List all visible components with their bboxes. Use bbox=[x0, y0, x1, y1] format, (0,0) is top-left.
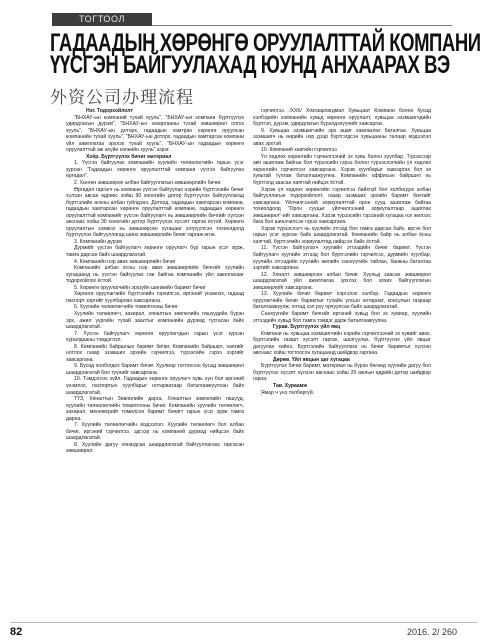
paragraph: Санхүүгийн баримт бичгийг иргэний хувьд бол эх хувиар, хуулийн этгээдийн хувьд бол тамга тэмдэг дарж баталгаажуулна. bbox=[253, 310, 431, 324]
paragraph: 5. Хөрөнгө оруулагчийн эрхзүйн шинжийн баримт бичиг bbox=[74, 284, 206, 291]
paragraph: Хэрэв түрээслэгч нь хуулийн этгээд бол тамга дарсан байх, иргэн бол гарын үсэг зурсан байх шаардлагатай. Компанийн байр нь албан ёсны хаягтай, бүртгэлийн зориулалтад нийцсэн байх ёстой. bbox=[253, 225, 431, 245]
paragraph: Хэрэв үл хөдлөх хөрөнгийн гэрчилгээ байхгүй бол холбогдох албан байгууллагын тодорхойлолт, газар эзэмших эрхийн баримт бичгийг хавсаргана. Үйлчилгээний зориулалттай орон сууц ашиглаж байгаа тохиолдолд "Орон сууцыг үйлчилгээний зориулалтаар ашиглах зөвшөөрөл"-ийг хавсаргана. Хэрэв түрээсийн гэрээний хугацаа нэг жилээс бага бол шинэчилсэн гэрээ хавсаргана. bbox=[253, 186, 431, 226]
article-column-left bbox=[66, 108, 244, 455]
page-title-line-2: ҮҮСГЭН БАЙГУУЛАХАД ЮУНД АНХААРАХ ВЭ bbox=[50, 51, 450, 79]
paragraph: Үл хөдлөх хөрөнгийн гэрчилгээний эх хувь болон хуулбар. Түрээсээр авч ашиглаж байгаа бол түрээсийн гэрээ болон түрээслэгчийн үл хөдлөх хөрөнгийн гэрчилгээг хавсаргана. Хэрэв хуулбарыг хавсаргах бол эх хувьтай тулгаж баталгаажуулна. Компанийн оффисын байршил нь бүртгэлд заасан хаягтай нийцэх ёстой. bbox=[253, 153, 431, 187]
paragraph: Хуулийн төлөөлөгч, захирал, хяналтын зөвлөлийн гишүүдийн бүрэн эрх, ажил үүргийн тухай заалтыг компанийн дүрэмд тусгасан байх шаардлагатай. bbox=[66, 310, 244, 331]
paragraph: Компани нь хувьцаа эзэмшигчийн нэрийн гэрчилгээний эх хувийг авах, бүртгэлийн газарт хүсэлт гаргах, шалгуулах, бүртгүүлэх үйл явцыг дагуулан хийнэ. Бүртгэлийн байгууллага нь бичиг баримтыг хүлээн авснаас хойш тогтоосон хугацаанд шийдвэр гаргана. bbox=[253, 330, 431, 357]
section-subheading: Тав. Хураамж bbox=[273, 382, 308, 389]
paragraph: 11. Үүсгэн байгуулагч хуулийн этгээдийн бичиг баримт. Үүсгэн байгуулагч хуулийн этгээд бол бүртгэлийн гэрчилгээ, дүрмийн хуулбар, хуулийн этгээдийн сүүлийн жилийн санхүүгийн тайлан, банкны баталгаа зэргийг хавсаргана. bbox=[253, 245, 431, 272]
paragraph: 8. Компанийн байршлын баримт бичиг. Компанийн байршил, хаягийг нотлох газар эзэмших эрхийн гэрчилгээ, түрээсийн гэрээ зэргийг хавсаргана. bbox=[66, 343, 244, 363]
paragraph: Өргөдөл гаргагч нь компани үүсгэн байгуулах нэрийн бүртгэлийн бичиг хүлээн авсан өдрөөс хойш 90 хоногийн дотор бүртгүүлэх байгууллагад бүртгэлийн анхны албан гуйлдэнэ. Дотоод, гадаадын хамтарсан компани, гадаадын хамтарсан хөрөнгө оруулалттай компани, гадаадын хөрөнгө оруулалттай компанийг үүсгэн байгуулагч нь зөвшөөрлийн бичгийг хүлээн авснаас хойш 30 хоногийн дотор бүртгүүлэх хүсэлт гаргах ёстой. Хөрөнгө оруулалтын хэмжээ нь зөвшөөрсөн хугацааг хэтрүүлсэн тохиолдолд бүртгүүлэх байгууллагад шинэ зөвшөөрлийн бичиг гаргаж өгнө. bbox=[66, 186, 244, 239]
paragraph: 3. Компанийн дүрэм bbox=[74, 238, 122, 245]
paragraph: 9. Хувьцаа эзэмшигчийн эрх ашиг хамгаалах баталгаа. Хувьцаа эзэмшигч нь өөрийн нэр дээр бүртгэгдсэн хувьцааны талаар мэдээлэл авах эрхтэй. bbox=[253, 127, 431, 147]
paragraph: 13. Хуулийн бичиг баримт хэргэлэх хэлбэр. Гадаадын хөрөнгө оруулагчийн бичиг баримтыг тухайн улсын нотариат, консулын газраар баталгаажуулж, хятад хэл рүү орчуулсан байх шаардлагатай. bbox=[253, 291, 431, 311]
paragraph: 9. Бусад холбогдох баримт бичиг. Хуулиар тогтоосон бусад зөвшөөрөл шаардлагатай бол түүнийг хавсаргана. bbox=[66, 363, 244, 376]
issue-info: 2016. 2/ 260 bbox=[406, 627, 457, 637]
section-subheading: Гурав. Бүртгүүлэх үйл явц bbox=[273, 324, 341, 331]
paragraph: гэрчилгээ. /ХХК/ Хязгаарлагдмал Хувьцаат Компани болон бусад хэлбэрийн компанийн хувьд хөрөнгө оруулалт, хувьцаа эзэмшигчдийн бүртгэл, дүрэм, удирдлагын бүрэлдэхүүнийг хавсаргах. bbox=[253, 108, 431, 128]
footer-divider bbox=[10, 622, 477, 623]
paragraph: Ямар ч үнэ төлбөргүй. bbox=[261, 389, 315, 396]
page-title bbox=[50, 29, 481, 79]
paragraph: 10. Тэмдэглэх зүйл. Гадаадын хөрөнгө оруулагч хувь хүн бол иргэний үнэмлэх, паспортын хуулбарыг нотариатаар баталгаажуулсан байх шаардлагатай. bbox=[66, 376, 244, 396]
article-column-right bbox=[253, 108, 431, 396]
paragraph: "БНХАУ-ын компаний тухай хууль", "БНХАУ-ын компани бүртгүүлэх удирдлагын дүрэм", "БНХАУ-ын захиргааны тухай зөвшөөрөл олгох хууль", "БНХАУ-ын доторх, гадаадын хамтран хөрөнгө оруулсан компанийн тухай хууль", "БНХАУ-ын доторх, гадаадын хамтарсан компани үйл ажиллагаа эрхлэх тухай хууль", "БНХАУ-ын гадаадын хөрөнгө оруулалттай аж ахуйн нэгжийн хууль" зэрэг. bbox=[66, 114, 244, 154]
page-title-line-1: ГАДААДЫН ХӨРӨНГӨ ОРУУЛАЛТТАЙ КОМПАНИ bbox=[50, 29, 481, 57]
paragraph: Компанийн албан ёсны нэр авах зөвшөөрлийн бичгийг хуулийн хугацаанд нь үүсгэн байгуулах гэж байгаа компанийн үйл ажиллагааг тодорхойлох ёстой. bbox=[66, 265, 244, 285]
paragraph: 7. Хуулийн төлөөлөгчийн мэдээлэл. Хуулийн төлөөлөгч бол албан бичиг, иргэний гэрчилгээ, эдгээр нь компаний дүрмэд нийцсэн байх шаардлагатай. bbox=[66, 422, 244, 442]
article-byline: Нэг. Тодорхойлолт bbox=[86, 108, 133, 114]
paragraph: 12. Хяналт зөвшөөрсөн албан бичиг. Хуульд заасан зөвшөөрөл шаардлагатай үйл ажиллагаа эрхлэх бол зохих байгууллагын зөвшөөрлийг хавсаргана. bbox=[253, 271, 431, 291]
page-number: 82 bbox=[10, 626, 23, 638]
paragraph: Бүртгүүлэх бичиг баримт, материал нь бүрэн бөгөөд хуулийн дагуу бол бүртгүүлэх хүсэлт хүлээн авснаас хойш 20 ажлын өдрийн дотор шийдвэр гарна. bbox=[253, 363, 431, 383]
paragraph: 1. Үүсгэн байгуулах компанийн хуулийн төлөөлөгчийн гарын үсэг зурсан "Гадаадын хөрөнгө оруулалттай компани үүсгэн байгуулах өргөдөл". bbox=[66, 160, 244, 180]
section-subheading: Дөрөв. Үйл явцын цаг хугацаа bbox=[273, 356, 350, 363]
paragraph: 8. Хуулийн дагуу хянагдсан шаардлагатай байгууллагаас гаргасан зөвшөөрөл. bbox=[66, 441, 244, 455]
section-subheading: Хоёр. Бүртгүүлэх бичиг материал bbox=[86, 153, 172, 160]
paragraph: 7. Үүсгэн байгуулагч хөрөнгө оруулагчдын гарын үсэг зурсан хуралдааны тэмдэглэл. bbox=[66, 330, 244, 344]
paragraph: 4. Компанийн нэр авах зөвшөөрлийн бичиг bbox=[74, 258, 176, 265]
paragraph: Хөрөнгө оруулагчийн бүртгэлийн гэрчилгээ, иргэний үнэмлэх, гадаад паспорт зэргийг хуулбарлан хавсаргана. bbox=[66, 291, 244, 304]
section-label: ТОГТООЛ bbox=[52, 13, 152, 26]
section-divider bbox=[152, 25, 452, 26]
paragraph: ТҮЗ, Хяналтын Зөвлөлийн дарга, Хяналтын зөвлөлийн гишүүд, хуулийн төлөөлөгчийн томилгооны бичиг. Компанийн хуулийн төлөөлөгч, захирал, менежерийг томилсон баримт бичигт гарын үсэг зурж тамга дарна. bbox=[66, 396, 244, 422]
chinese-subtitle: 外资公司办理流程 bbox=[50, 88, 194, 108]
paragraph: 2. Хөнгөн зөвшөөрөх албан байгууллагын зөвшөөрлийн бичиг. bbox=[74, 180, 222, 187]
paragraph: Дүрмийг үүсгэн байгуулагч хөрөнгө оруулагч бүр гарын үсэг зурж, тамга дарсан байх шаардлагатай. bbox=[66, 245, 244, 259]
paragraph: 10. Компаний хаягийн гэрчилгээ bbox=[261, 147, 337, 154]
paragraph: 6. Хуулийн төлөөлөгчийн томилгооны бичиг bbox=[74, 304, 178, 311]
